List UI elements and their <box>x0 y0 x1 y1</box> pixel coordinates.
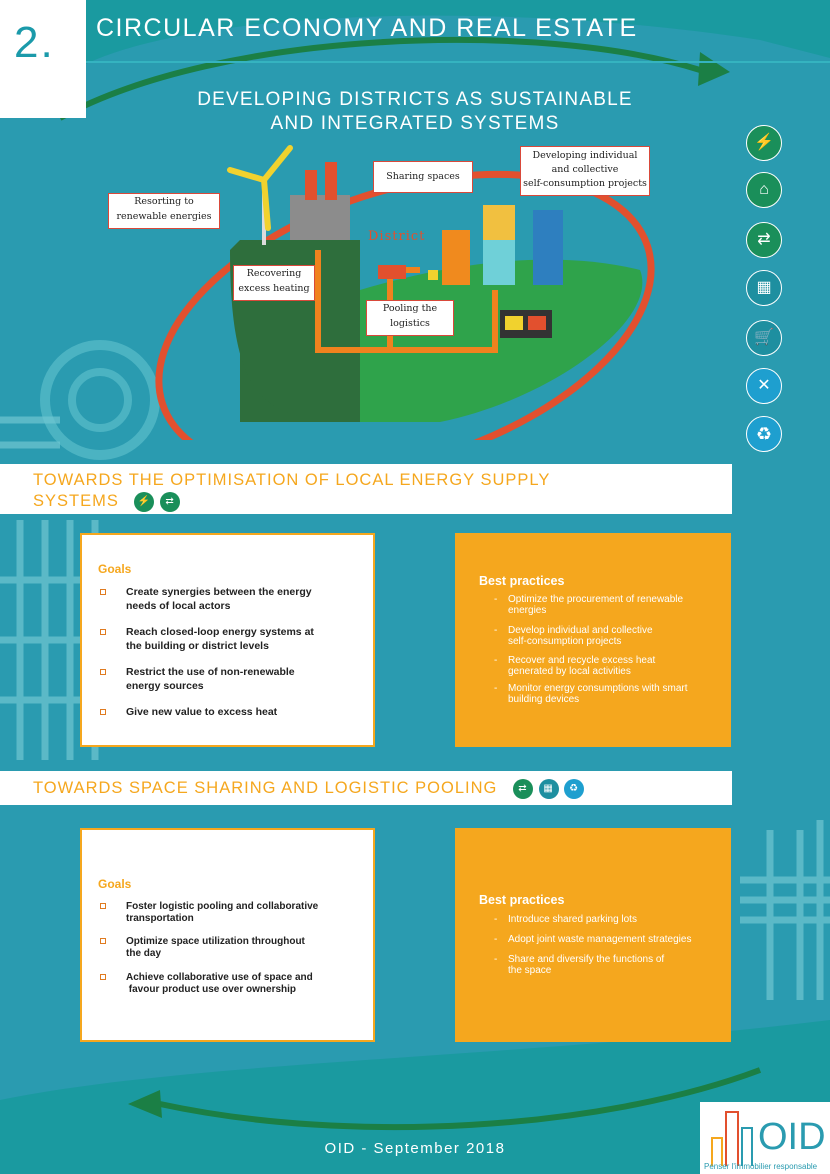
section2-best-list <box>494 914 724 982</box>
best-practice-item: - Monitor energy consumptions with smart building devices <box>494 683 688 705</box>
handshake-icon: ⇄ <box>160 492 180 512</box>
goal-item: Give new value to excess heat <box>100 706 360 726</box>
wind-factory-icon: ⚡ <box>134 492 154 512</box>
district-label: District <box>368 229 426 244</box>
tools-icon: ✕ <box>746 368 782 404</box>
oid-logo-text: OID <box>758 1116 826 1158</box>
callout-renewable: Resorting to renewable energies <box>108 193 220 229</box>
house-repair-icon: ⌂ <box>746 172 782 208</box>
callout-pooling: Pooling the logistics <box>366 300 454 336</box>
oid-logo-mark <box>708 1108 758 1168</box>
best-practice-item: - Recover and recycle excess heat generated by local activities <box>494 655 656 677</box>
callout-sharing: Sharing spaces <box>373 161 473 193</box>
best-practice-item: - Develop individual and collective self-consumption projects <box>494 625 653 647</box>
building-orange <box>442 230 470 285</box>
best-practice-item: - Share and diversify the functions of the space <box>494 954 665 976</box>
recycle-icon: ♻ <box>564 779 584 799</box>
section1-title: TOWARDS THE OPTIMISATION OF LOCAL ENERGY SUPPLY SYSTEMS ⚡ ⇄ <box>33 471 551 510</box>
section2-title: TOWARDS SPACE SHARING AND LOGISTIC POOLING ⇄ ▦ ♻ <box>33 778 584 799</box>
callout-heating: Recovering excess heating <box>233 265 315 301</box>
section1-best-list <box>494 594 724 711</box>
cart-icon: 🛒 <box>746 320 782 356</box>
goal-item: Reach closed-loop energy systems at the building or district levels <box>100 626 360 666</box>
callout-selfconsumption: Developing individual and collective self-consumption projects <box>520 146 650 196</box>
handshake-icon: ⇄ <box>513 779 533 799</box>
building-icon: ▦ <box>539 779 559 799</box>
wind-factory-icon: ⚡ <box>746 125 782 161</box>
bus-icon <box>378 265 406 279</box>
goal-item: Create synergies between the energy needs of local actors <box>100 586 360 626</box>
building-icon: ▦ <box>746 270 782 306</box>
section-number: 2. <box>14 18 55 67</box>
goal-item: Restrict the use of non-renewable energy sources <box>100 666 360 706</box>
building-blue <box>533 210 563 285</box>
section1-best-title: Best practices <box>479 574 565 588</box>
wind-turbine-blades <box>230 148 290 228</box>
footer-text: OID - September 2018 <box>324 1140 506 1157</box>
oid-logo-tagline: Penser l'immobilier responsable <box>704 1162 818 1171</box>
best-practice-item: - Optimize the procurement of renewable energies <box>494 594 684 616</box>
section2-best-title: Best practices <box>479 893 565 907</box>
page-subtitle: DEVELOPING DISTRICTS AS SUSTAINABLE AND INTEGRATED SYSTEMS <box>197 89 633 134</box>
goal-item: Achieve collaborative use of space and favour product use over ownership <box>100 972 360 1002</box>
section2-goals-list <box>100 901 360 1002</box>
best-practice-item: - Adopt joint waste management strategies <box>494 934 692 945</box>
section2-goals-title: Goals <box>98 877 132 891</box>
section1-goals-list <box>100 586 360 726</box>
section1-goals-title: Goals <box>98 562 132 576</box>
factory-icon <box>290 195 350 240</box>
best-practice-item: - Introduce shared parking lots <box>494 914 637 925</box>
page-title: CIRCULAR ECONOMY AND REAL ESTATE <box>96 14 638 42</box>
recycle-icon: ♻ <box>746 416 782 452</box>
oid-logo <box>700 1102 830 1174</box>
handshake-icon: ⇄ <box>746 222 782 258</box>
goal-item: Optimize space utilization throughout the day <box>100 936 360 972</box>
goal-item: Foster logistic pooling and collaborative transportation <box>100 901 360 936</box>
swoosh-arrow-top <box>698 52 730 86</box>
